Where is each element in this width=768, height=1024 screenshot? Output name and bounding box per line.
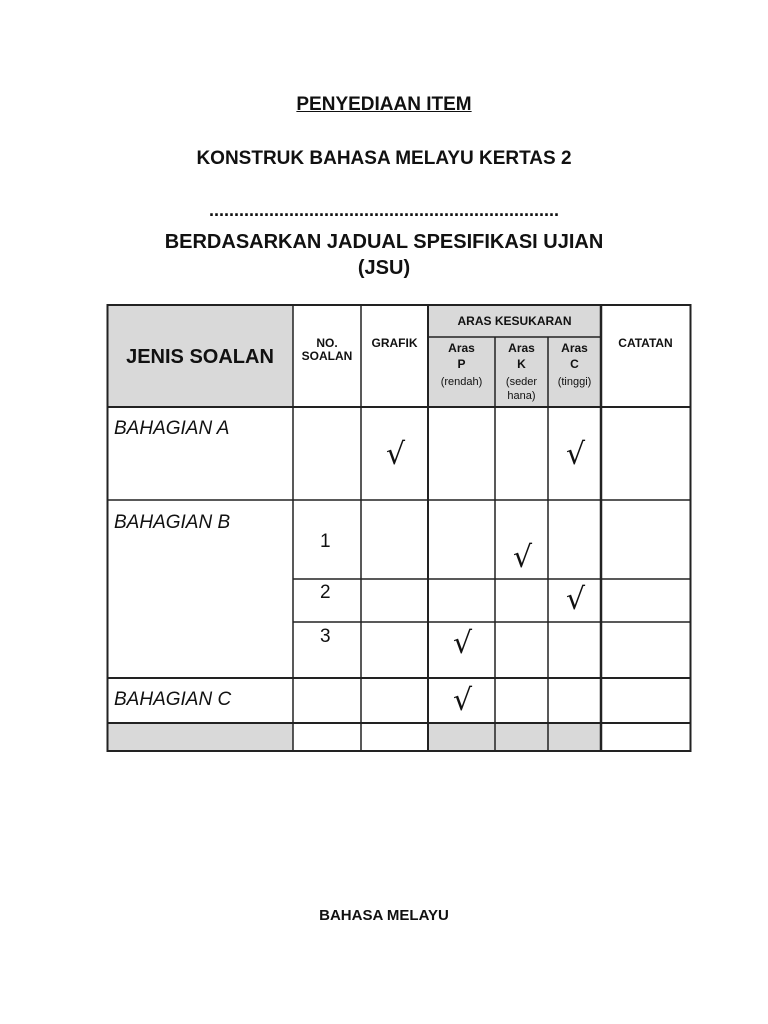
- question-number-2: 2: [320, 582, 331, 603]
- basis-line-2: (JSU): [357, 257, 411, 279]
- aras-p-note: (rendah): [440, 376, 483, 388]
- footer-label: BAHASA MELAYU: [319, 907, 449, 924]
- aras-c-line2: C: [570, 357, 579, 371]
- header-jenis-soalan: JENIS SOALAN: [126, 346, 274, 368]
- header-aras-p: [428, 342, 495, 389]
- tick-mark-a-aras-c: √: [566, 437, 586, 472]
- header-catatan: CATATAN: [618, 336, 673, 350]
- header-no-line2: SOALAN: [301, 349, 353, 363]
- tick-mark-b1-aras-k: √: [513, 540, 533, 575]
- section-bahagian-a: BAHAGIAN A: [114, 418, 230, 439]
- header-no-soalan: [293, 337, 361, 363]
- aras-p-line1: Aras: [448, 341, 475, 355]
- aras-c-line1: Aras: [561, 341, 588, 355]
- tick-mark-b3-aras-p: √: [453, 626, 473, 661]
- aras-p-line2: P: [457, 357, 466, 371]
- tick-mark-c-aras-p: √: [453, 683, 473, 718]
- tick-mark-a-grafik: √: [386, 437, 406, 472]
- dotted-fill-line: ......................................................................: [208, 200, 560, 220]
- aras-k-note1: (seder: [505, 376, 538, 388]
- aras-k-line2: K: [517, 357, 526, 371]
- page-title: PENYEDIAAN ITEM: [296, 94, 472, 115]
- question-number-3: 3: [320, 626, 331, 647]
- header-aras-k: [495, 342, 548, 403]
- header-aras-kesukaran: ARAS KESUKARAN: [457, 314, 572, 328]
- aras-k-note2: hana): [507, 390, 536, 402]
- section-bahagian-b: BAHAGIAN B: [114, 512, 231, 533]
- subtitle: KONSTRUK BAHASA MELAYU KERTAS 2: [196, 148, 572, 169]
- basis-line-1: BERDASARKAN JADUAL SPESIFIKASI UJIAN: [164, 231, 604, 253]
- header-no-line1: NO.: [316, 336, 338, 350]
- question-number-1: 1: [320, 531, 331, 552]
- section-bahagian-c: BAHAGIAN C: [114, 689, 232, 710]
- header-grafik: GRAFIK: [371, 336, 418, 350]
- header-aras-c: [548, 342, 601, 389]
- aras-k-line1: Aras: [508, 341, 535, 355]
- tick-mark-b2-aras-c: √: [566, 582, 586, 617]
- aras-c-note: (tinggi): [557, 376, 592, 388]
